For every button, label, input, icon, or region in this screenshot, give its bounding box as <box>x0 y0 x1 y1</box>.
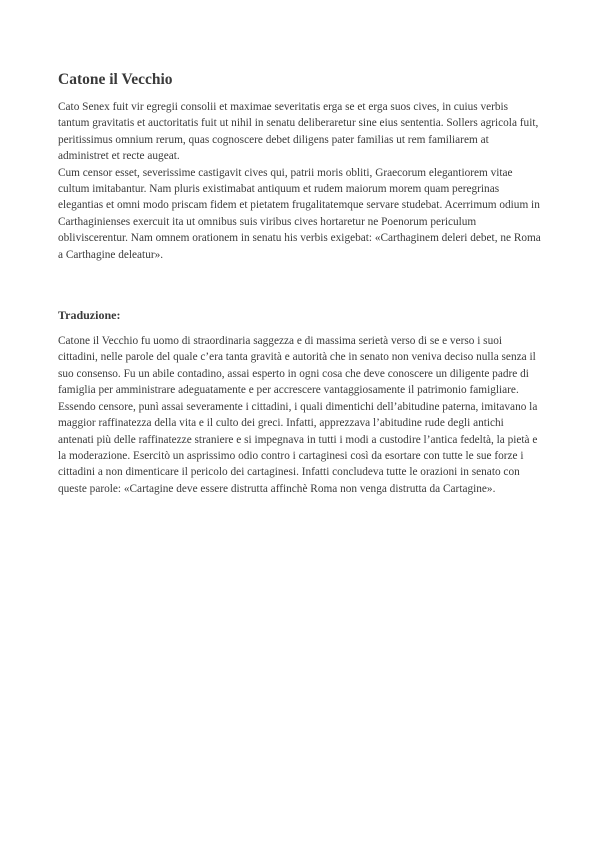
translation-heading: Traduzione: <box>58 308 121 323</box>
translation-text <box>58 333 542 497</box>
latin-text <box>58 99 542 263</box>
document-content <box>58 70 542 497</box>
latin-paragraph-2: Cum censor esset, severissime castigavit cives qui, patrii moris obliti, Graecorum elegantiorem vitae cultum imitabantur. Nam pluris existimabat antiquum et rudem maiorum morem quam peregrinas elegantias et omni modo priscam fidem et pietatem frugalitatemque servare studebat. Acerrimum odium in Carthaginienses exercuit ita ut omnibus suis viribus cives hortaretur ne Poenorum periculum obliviscerentur. Nam omnem orationem in senatu his verbis exigebat: «Carthaginem deleri debet, ne Roma a Carthagine deleatur». <box>58 166 541 261</box>
latin-paragraph-1: Cato Senex fuit vir egregii consolii et maximae severitatis erga se et erga suos cives, in cuius verbis tantum gravitatis et auctoritatis fuit ut nihil in senatu deliberaretur sine eius sententia. Sollers agricola fuit, peritissimus omnium rerum, quas cognoscere debet diligens pater familias ut rem familiarem at administret et recte augeat. <box>58 101 539 163</box>
document-title: Catone il Vecchio <box>58 71 173 88</box>
translation-paragraph: Catone il Vecchio fu uomo di straordinaria saggezza e di massima serietà verso di se e verso i suoi cittadini, nelle parole del quale c’era tanta gravità e autorità che in senato non veniva deciso nulla senza il suo consenso. Fu un abile contadino, assai esperto in ogni cosa che deve conoscere un diligente padre di famiglia per amministrare adeguatamente e per accrescere vantaggiosamente il patrimonio famigliare. Essendo censore, punì assai severamente i cittadini, i quali dimentichi dell’abitudine paterna, imitavano la maggior raffinatezza della vita e il culto dei greci. Infatti, apprezzava l’abitudine rude degli antichi antenati più delle raffinatezze straniere e si impegnava in tutti i modi a custodire l’antica fedeltà, la pietà e la moderazione. Esercitò un asprissimo odio contro i cartaginesi così da esortare con tutte le sue forze i cittadini a non dimenticare il pericolo dei cartaginesi. Infatti concludeva tutte le orazioni in senato con queste parole: «Cartagine deve essere distrutta affinchè Roma non venga distrutta da Cartagine». <box>58 335 538 495</box>
